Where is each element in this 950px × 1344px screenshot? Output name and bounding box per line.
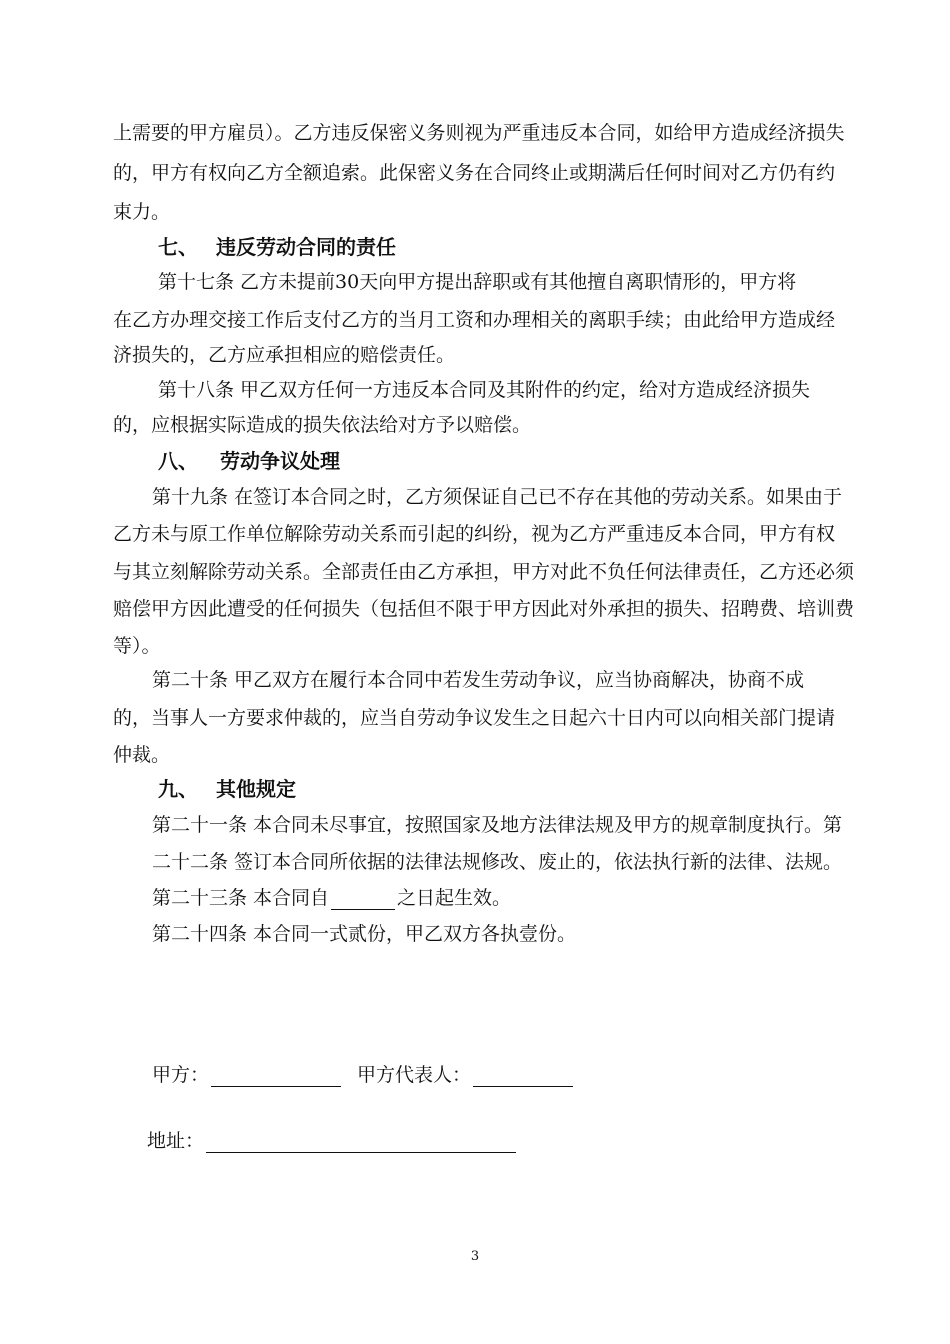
party-a-signature-row (152, 1063, 575, 1087)
section-title: 违反劳动合同的责任 (216, 235, 396, 259)
address-label: 地址： (147, 1130, 205, 1152)
article-20-line: 的，当事人一方要求仲裁的，应当自劳动争议发生之日起六十日内可以向相关部门提请 (113, 707, 836, 729)
representative-label: 甲方代表人： (357, 1064, 472, 1086)
article-19-line: 乙方未与原工作单位解除劳动关系而引起的纠纷，视为乙方严重违反本合同，甲方有权 (113, 523, 836, 545)
party-a-blank[interactable] (211, 1066, 341, 1087)
representative-blank[interactable] (473, 1066, 573, 1087)
section-title: 其他规定 (216, 777, 296, 801)
party-a-label: 甲方： (152, 1064, 210, 1086)
article-21-line: 第二十一条 本合同未尽事宜，按照国家及地方法律法规及甲方的规章制度执行。第 (152, 814, 843, 836)
section-heading-7 (158, 234, 396, 260)
paragraph-line: 束力。 (113, 201, 171, 223)
section-title: 劳动争议处理 (220, 449, 340, 473)
article-19-line: 与其立刻解除劳动关系。全部责任由乙方承担，甲方对此不负任何法律责任，乙方还必须 (113, 561, 855, 583)
section-heading-9 (158, 776, 296, 802)
article-17-line: 第十七条 乙方未提前30天向甲方提出辞职或有其他擅自离职情形的，甲方将 (158, 271, 797, 293)
article-18-line: 的，应根据实际造成的损失依法给对方予以赔偿。 (113, 414, 532, 436)
section-number: 七、 (158, 235, 198, 259)
article-24-line: 第二十四条 本合同一式贰份，甲乙双方各执壹份。 (152, 923, 577, 945)
effective-date-blank[interactable] (331, 889, 395, 910)
article-20-line: 仲裁。 (113, 744, 171, 766)
article-18-line: 第十八条 甲乙双方任何一方违反本合同及其附件的约定，给对方造成经济损失 (158, 379, 811, 401)
address-signature-row (147, 1129, 518, 1153)
article-23-line (152, 886, 511, 910)
section-number: 九、 (158, 777, 198, 801)
paragraph-line: 的，甲方有权向乙方全额追索。此保密义务在合同终止或期满后任何时间对乙方仍有约 (113, 162, 836, 184)
article-23-text: 之日起生效。 (397, 887, 512, 909)
article-20-line: 第二十条 甲乙双方在履行本合同中若发生劳动争议，应当协商解决，协商不成 (152, 669, 805, 691)
article-19-line: 赔偿甲方因此遭受的任何损失（包括但不限于甲方因此对外承担的损失、招聘费、培训费 (113, 598, 855, 620)
article-17-line: 在乙方办理交接工作后支付乙方的当月工资和办理相关的离职手续；由此给甲方造成经 (113, 309, 836, 331)
section-number: 八、 (158, 449, 198, 473)
article-23-text: 第二十三条 本合同自 (152, 887, 330, 909)
article-19-line: 等）。 (113, 635, 161, 657)
article-17-line: 济损失的，乙方应承担相应的赔偿责任。 (113, 344, 456, 366)
section-heading-8 (158, 448, 340, 474)
paragraph-line: 上需要的甲方雇员）。乙方违反保密义务则视为严重违反本合同，如给甲方造成经济损失 (113, 122, 845, 144)
page-number: 3 (470, 1249, 480, 1264)
article-19-line: 第十九条 在签订本合同之时，乙方须保证自己已不存在其他的劳动关系。如果由于 (152, 486, 843, 508)
article-22-line: 二十二条 签订本合同所依据的法律法规修改、废止的，依法执行新的法律、法规。 (152, 851, 843, 873)
address-blank[interactable] (206, 1132, 516, 1153)
